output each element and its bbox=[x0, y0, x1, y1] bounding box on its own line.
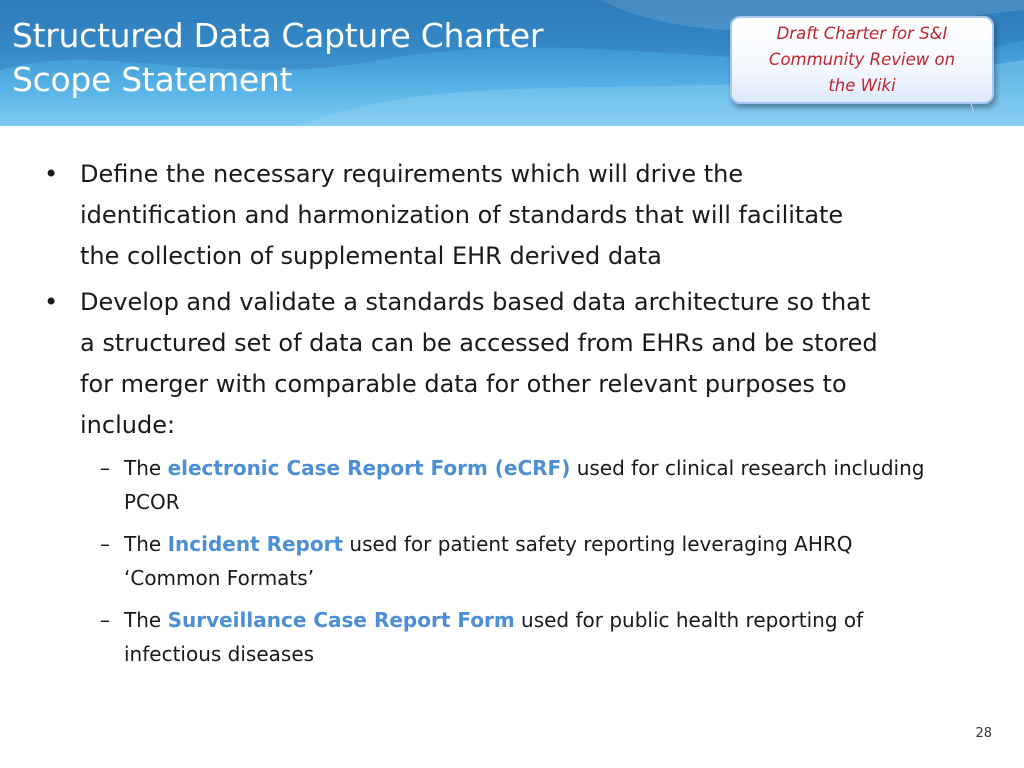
sub-bullet-item bbox=[40, 603, 1000, 671]
sub-bullet-suffix: used for patient safety reporting leveraging AHRQ bbox=[349, 532, 853, 556]
callout-line-2: Community Review on bbox=[768, 50, 956, 69]
draft-charter-callout bbox=[730, 16, 994, 104]
sub-bullet-highlight: Incident Report bbox=[167, 532, 344, 556]
bullet-line: a structured set of data can be accessed from EHRs and be stored bbox=[80, 329, 878, 357]
callout-line-3: the Wiki bbox=[828, 76, 896, 95]
bullet-line: for merger with comparable data for other relevant purposes to bbox=[80, 370, 847, 398]
sub-bullet-dash: – bbox=[100, 608, 110, 632]
sub-bullet-suffix: used for public health reporting of bbox=[521, 608, 864, 632]
bullet-dot: • bbox=[44, 288, 59, 316]
sub-bullet-suffix: used for clinical research including bbox=[576, 456, 925, 480]
sub-bullet-line-2: PCOR bbox=[124, 490, 180, 514]
sub-bullet-dash: – bbox=[100, 532, 110, 556]
slide-body bbox=[40, 154, 1000, 679]
callout-tail: \ bbox=[970, 100, 975, 114]
slide-title bbox=[12, 14, 632, 102]
bullet-dot: • bbox=[44, 160, 59, 188]
sub-bullet-dash: – bbox=[100, 456, 110, 480]
title-line-1: Structured Data Capture Charter bbox=[12, 16, 544, 55]
bullet-line: identification and harmonization of standards that will facilitate bbox=[80, 201, 844, 229]
sub-bullet-line-2: infectious diseases bbox=[124, 642, 315, 666]
sub-bullet-prefix: The bbox=[124, 532, 162, 556]
bullet-item bbox=[40, 282, 1000, 446]
sub-bullet-item bbox=[40, 527, 1000, 595]
sub-bullet-prefix: The bbox=[124, 608, 162, 632]
callout-line-1: Draft Charter for S&I bbox=[776, 24, 948, 43]
sub-bullet-prefix: The bbox=[124, 456, 162, 480]
sub-bullet-line-2: ‘Common Formats’ bbox=[124, 566, 315, 590]
bullet-item bbox=[40, 154, 1000, 277]
slide-number: 28 bbox=[975, 726, 992, 741]
sub-bullet-highlight: Surveillance Case Report Form bbox=[167, 608, 515, 632]
bullet-line: Define the necessary requirements which will drive the bbox=[80, 160, 744, 188]
sub-bullet-item bbox=[40, 451, 1000, 519]
bullet-line: Develop and validate a standards based data architecture so that bbox=[80, 288, 871, 316]
bullet-line: the collection of supplemental EHR derived data bbox=[80, 242, 662, 270]
sub-bullet-highlight: electronic Case Report Form (eCRF) bbox=[167, 456, 571, 480]
title-line-2: Scope Statement bbox=[12, 60, 293, 99]
bullet-line: include: bbox=[80, 411, 176, 439]
